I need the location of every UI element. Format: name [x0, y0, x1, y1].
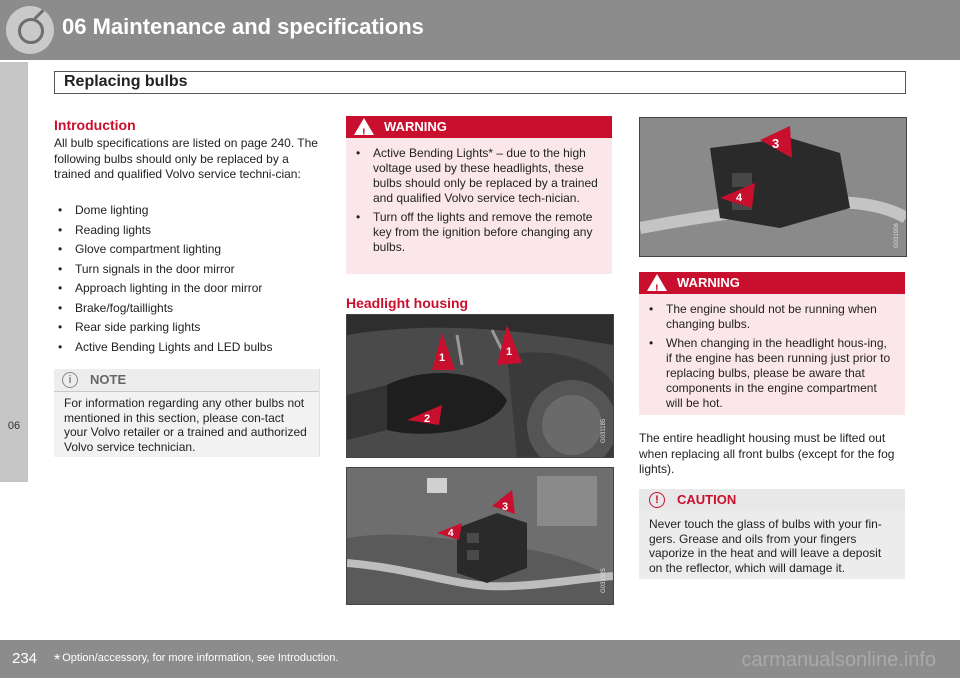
warning-box-2: [639, 272, 905, 415]
note-title: NOTE: [90, 372, 127, 387]
watermark: carmanualsonline.info: [741, 649, 936, 671]
list-item: • Brake/fog/taillights: [54, 301, 326, 316]
list-item: • Rear side parking lights: [54, 320, 326, 335]
caution-header: [639, 489, 905, 511]
callout-label: 1: [439, 352, 446, 364]
warning-triangle-icon: [354, 118, 374, 135]
footnote-text: Option/accessory, for more information, see Introduction.: [62, 652, 339, 664]
warning-title: WARNING: [677, 275, 740, 290]
connector-illustration-2: [639, 117, 907, 257]
warning-triangle-icon: [647, 274, 667, 291]
note-header: [54, 369, 319, 392]
warning-body: [639, 294, 905, 415]
image-code: G031185: [601, 418, 607, 443]
caution-box: [639, 489, 905, 579]
warning-title: WARNING: [384, 119, 447, 134]
list-item: • Active Bending Lights* – due to the high voltage used by these headlights, these bulbs should only be replaced by a trained and qualified Volvo service tech-nician.: [352, 146, 602, 206]
callout-label: 4: [736, 192, 743, 204]
callout-label: 3: [772, 136, 780, 151]
caution-icon: !: [649, 492, 665, 508]
caution-title: CAUTION: [677, 492, 737, 507]
list-item: • Turn off the lights and remove the remote key from the ignition before changing any bulbs.: [352, 210, 602, 255]
list-item: • When changing in the headlight hous-ing, if the engine has been running just prior to replacing bulbs, please be aware that components in the engine compartment will be hot.: [645, 336, 895, 411]
image-code: G031325: [601, 568, 607, 593]
image-code: G031906: [894, 223, 900, 248]
maintenance-logo-icon: [6, 6, 54, 54]
page-number: 234: [12, 650, 38, 667]
headlight-housing-illustration: [346, 314, 614, 458]
introduction-text: All bulb specifications are listed on page 240. The following bulbs should only be replaced by a trained and qualified Volvo service techni-cian:: [54, 136, 318, 181]
note-box: [54, 369, 320, 457]
info-icon: i: [62, 372, 78, 388]
chapter-side-tab: [0, 62, 28, 482]
headlight-housing-heading: Headlight housing: [346, 295, 469, 311]
callout-label: 3: [502, 501, 509, 513]
introduction-heading: Introduction: [54, 117, 136, 133]
warning-body: [346, 138, 612, 274]
warning-list: [645, 302, 895, 411]
headlight-body-text: The entire headlight housing must be lifted out when replacing all front bulbs (except for the fog lights).: [639, 431, 895, 476]
warning-box-1: [346, 116, 612, 274]
callout-label: 4: [448, 528, 454, 539]
footnote: [54, 652, 338, 670]
caution-text: Never touch the glass of bulbs with your fin-gers. Grease and oils from your fingers vaporize in the heat and will leave a deposit on the reflector, which will damage it.: [649, 517, 882, 575]
warning-list: [352, 146, 602, 255]
footnote-star: *: [54, 652, 61, 669]
list-item: • Dome lighting: [54, 203, 326, 218]
list-item: • Turn signals in the door mirror: [54, 262, 326, 277]
warning-header: [639, 272, 905, 294]
chapter-title: 06 Maintenance and specifications: [62, 14, 424, 39]
list-item: • The engine should not be running when changing bulbs.: [645, 302, 895, 332]
list-item: • Approach lighting in the door mirror: [54, 281, 326, 296]
connector-illustration-1: [346, 467, 614, 605]
callout-label: 2: [424, 413, 431, 425]
callout-label: 1: [506, 346, 513, 358]
list-item: • Reading lights: [54, 223, 326, 238]
list-item: • Glove compartment lighting: [54, 242, 326, 257]
section-title: Replacing bulbs: [64, 73, 188, 90]
bulb-list: [54, 203, 326, 355]
warning-header: [346, 116, 612, 138]
chapter-tab-label: 06: [7, 420, 21, 432]
list-item: • Active Bending Lights and LED bulbs: [54, 340, 326, 355]
note-text: For information regarding any other bulbs not mentioned in this section, please con-tact your Volvo retailer or a trained and authorized Volvo service technician.: [64, 396, 307, 454]
